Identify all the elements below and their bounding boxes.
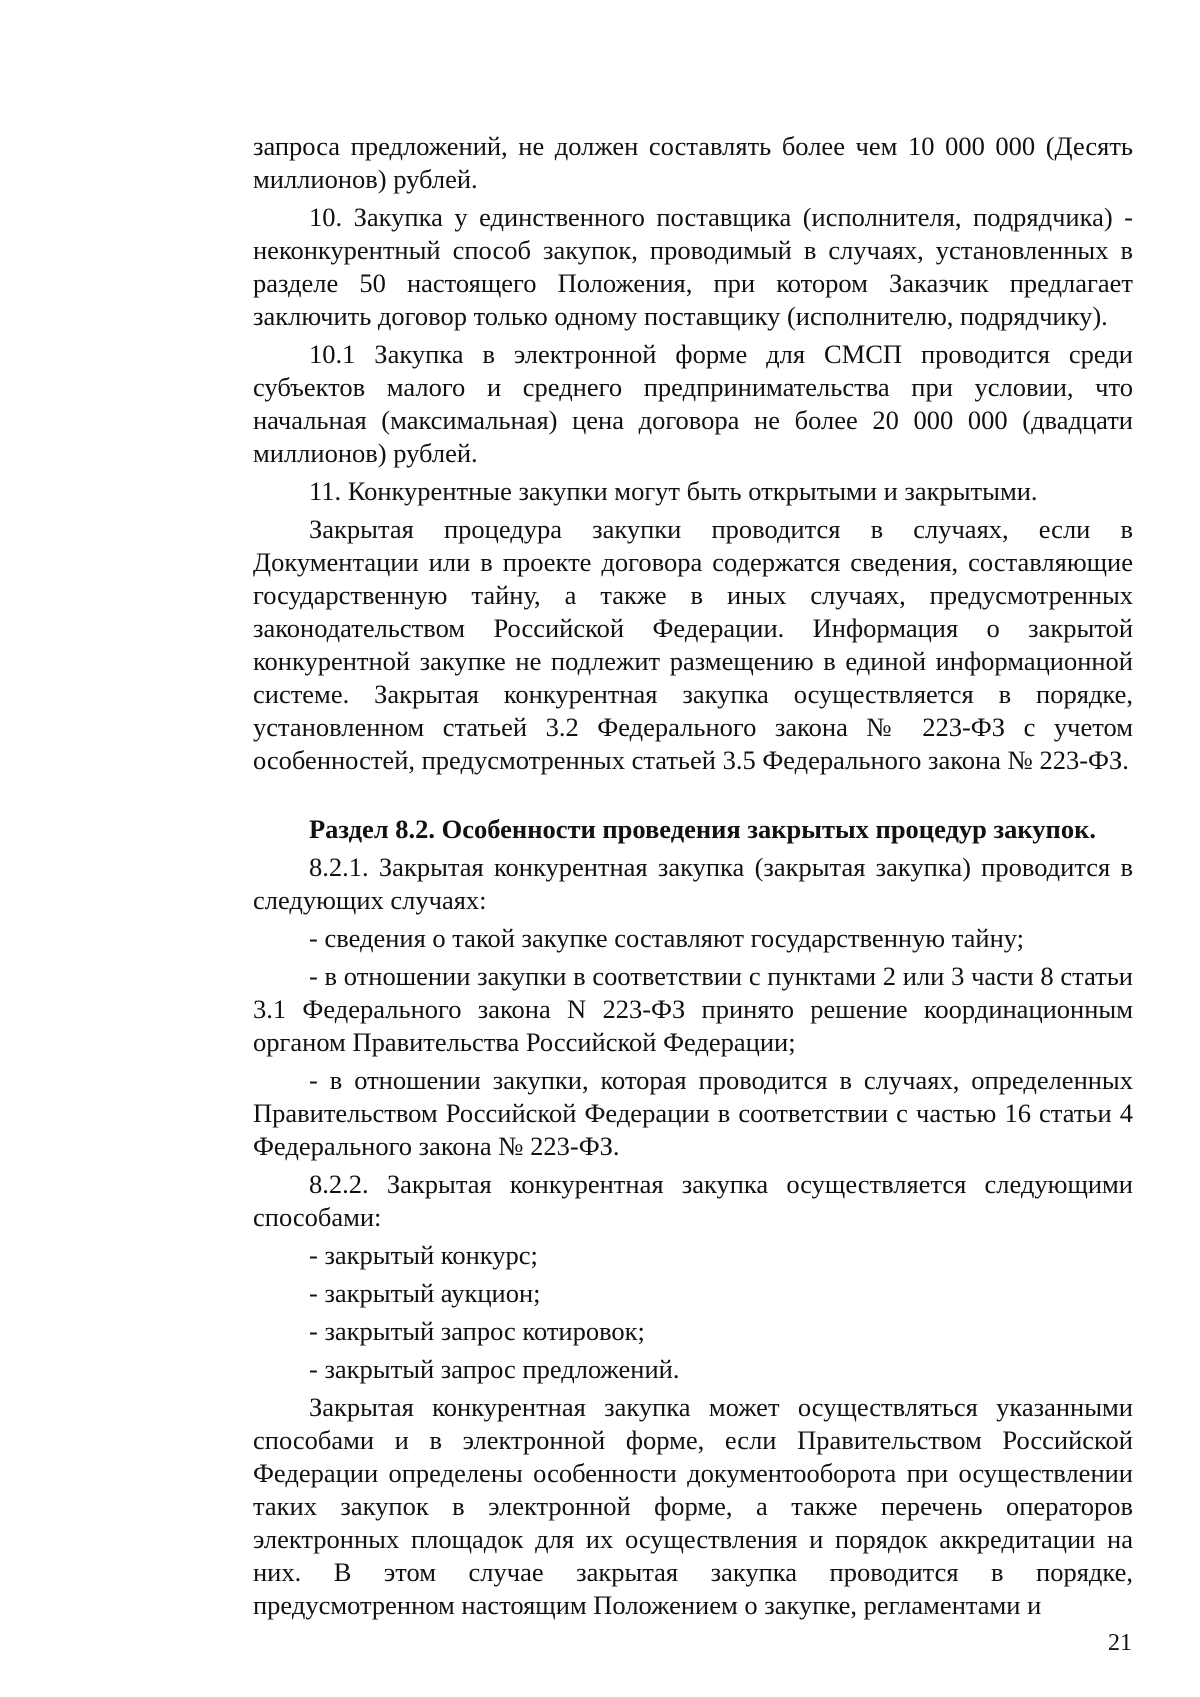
paragraph-item-10: 10. Закупка у единственного поставщика (исполнителя, подрядчика) - неконкурентный способ закупок, проводимый в случаях, установленных в разделе 50 настоящего Положения, при котором Заказчик предлагает заключить договор только одному поставщику (исполнителю, подрядчику).	[253, 202, 1133, 331]
document-body	[253, 130, 1133, 1627]
paragraph-8-2-1: 8.2.1. Закрытая конкурентная закупка (закрытая закупка) проводится в следующих случаях:	[253, 852, 1133, 915]
paragraph-item-11: 11. Конкурентные закупки могут быть открытыми и закрытыми.	[309, 476, 1038, 506]
paragraph-electronic-form: Закрытая конкурентная закупка может осуществляться указанными способами и в электронной форме, если Правительством Российской Федерации определены особенности документооборота при осуществлении таких закупок в электронной форме, а также перечень операторов электронных площадок для их осуществления и порядок аккредитации на них. В этом случае закрытая закупка проводится в порядке, предусмотренном настоящим Положением о закупке, регламентами и	[253, 1392, 1133, 1620]
paragraph-8-2-2: 8.2.2. Закрытая конкурентная закупка осуществляется следующими способами:	[253, 1169, 1133, 1232]
page-number: 21	[1108, 1630, 1132, 1656]
section-heading-8-2: Раздел 8.2. Особенности проведения закрытых процедур закупок.	[309, 814, 1096, 844]
list-item-state-secret: - сведения о такой закупке составляют государственную тайну;	[309, 923, 1025, 953]
paragraph-item-10-1: 10.1 Закупка в электронной форме для СМСП проводится среди субъектов малого и среднего предпринимательства при условии, что начальная (максимальная) цена договора не более 20 000 000 (двадцати миллионов) рублей.	[253, 339, 1133, 468]
list-item-closed-proposals: - закрытый запрос предложений.	[309, 1354, 680, 1384]
list-item-closed-auction: - закрытый аукцион;	[309, 1278, 541, 1308]
list-item-closed-tender: - закрытый конкурс;	[309, 1240, 538, 1270]
list-item-closed-quotation: - закрытый запрос котировок;	[309, 1316, 645, 1346]
paragraph-closed-procedure: Закрытая процедура закупки проводится в случаях, если в Документации или в проекте договора содержатся сведения, составляющие государственную тайну, а также в иных случаях, предусмотренных законодательством Российской Федерации. Информация о закрытой конкурентной закупке не подлежит размещению в единой информационной системе. Закрытая конкурентная закупка осуществляется в порядке, установленном статьей 3.2 Федерального закона № 223-ФЗ с учетом особенностей, предусмотренных статьей 3.5 Федерального закона № 223-ФЗ.	[253, 514, 1133, 775]
paragraph-continuation: запроса предложений, не должен составлять более чем 10 000 000 (Десять миллионов) рублей.	[253, 131, 1133, 194]
list-item-coordination-body: - в отношении закупки в соответствии с пунктами 2 или 3 части 8 статьи 3.1 Федерального закона N 223-ФЗ принято решение координационным органом Правительства Российской Федерации;	[253, 961, 1133, 1057]
list-item-government-cases: - в отношении закупки, которая проводится в случаях, определенных Правительством Российской Федерации в соответствии с частью 16 статьи 4 Федерального закона № 223-ФЗ.	[253, 1065, 1133, 1161]
